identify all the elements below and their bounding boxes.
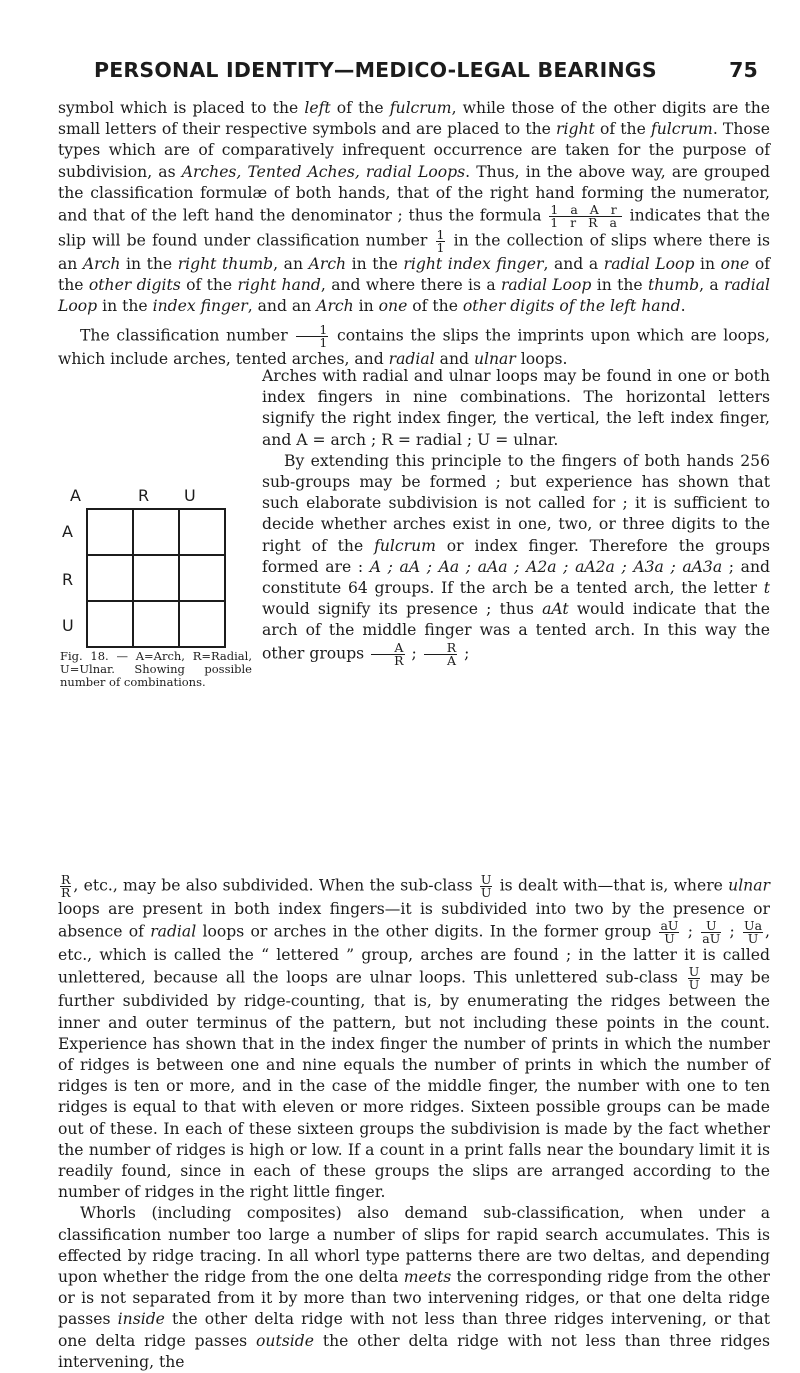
grid-cell — [133, 555, 179, 601]
wrapped-column — [262, 366, 770, 667]
grid-cells — [86, 508, 226, 648]
row-label-r: R — [62, 570, 74, 589]
classification-number-fraction-2: $\frac{1}{1}$ — [296, 324, 328, 349]
grid-cell — [179, 555, 225, 601]
column-label-a: A — [70, 486, 81, 505]
grid-cell — [87, 509, 133, 555]
fraction-ua-over-u: $\frac{Ua}{U}$ — [744, 918, 763, 947]
fraction-au-over-u: $\frac{aU}{U}$ — [660, 918, 679, 947]
figure-18 — [60, 486, 252, 689]
body-bottom — [58, 874, 770, 1373]
paragraph-1: symbol which is placed to the left of the fulcrum, while those of the other digits are the small letters of their respective symbols and are placed to the right of the fulcrum. Those types which are of comparatively infrequent occurrence are taken for the purpose of subdivision, as Arches, Tented Aches, radial Loops. Thus, in the above way, are grouped the classification formulæ of both hands, that of the right hand forming the numerator, and that of the left hand the denominator ; thus the formula $\frac{\text{1 a A r}}{\text{1 r R a}}$ indicates that the slip will be found under classification number $\frac{1}{1}$ in the collection of slips where there is an Arch in the right thumb, an Arch in the right index finger, and a radial Loop in one of the other digits of the right hand, and where there is a radial Loop in the thumb, a radial Loop in the index finger, and an Arch in one of the other digits of the left hand. — [58, 99, 771, 316]
fraction-r-over-r: $\frac{R}{R}$ — [61, 872, 71, 900]
combination-grid — [60, 486, 252, 650]
paragraph-extending: By extending this principle to the fingers of both hands 256 sub-groups may be formed ; but experience has shown that such elaborate subdivision is not called for ; it is sufficient to decide whether arches exist in one, two, or three digits to the right of the fulcrum or index finger. Therefore the groups formed are : A ; aA ; Aa ; aAa ; A2a ; aA2a ; A3a ; aA3a ; and constitute 64 groups. If the arch be a tented arch, the letter t would signify its presence ; thus aAt would indicate that the arch of the middle finger was a tented arch. In this way the other groups $\frac{A}{R}$ ; $\frac{R}{A}$ ; — [262, 451, 770, 668]
fraction-a-over-r: $\frac{A}{R}$ — [371, 642, 404, 667]
column-label-u: U — [184, 486, 196, 505]
row-label-a: A — [62, 522, 73, 541]
grid-cell — [179, 601, 225, 647]
header-title: PERSONAL IDENTITY—MEDICO-LEGAL BEARINGS — [94, 58, 657, 82]
paragraph-arches: Arches with radial and ulnar loops may be found in one or both index fingers in nine combinations. The horizontal letters signify the right index finger, the vertical, the left index finger, and A = arch ; R = radial ; U = ulnar. — [262, 367, 770, 449]
paragraph-whorls: Whorls (including composites) also demand sub-classification, when under a classification number too large a number of slips for rapid search accumulates. This is effected by ridge tracing. In all whorl type patterns there are two deltas, and depending upon whether the ridge from the one delta meets the corresponding ridge from the other or is not separated from it by more than two intervening ridges, or that one delta ridge passes inside the other delta ridge with not less than three ridges intervening, or that one delta ridge passes outside the other delta ridge with not less than three ridges intervening, the — [58, 1204, 770, 1371]
grid-cell — [133, 601, 179, 647]
formula-fraction: $\frac{\text{1 a A r}}{\text{1 r R a}}$ — [550, 202, 621, 231]
fraction-u-over-u: $\frac{U}{U}$ — [480, 872, 492, 900]
grid-cell — [133, 509, 179, 555]
paragraph-subclass: $\frac{R}{R}$ , etc., may be also subdivided. When the sub-class $\frac{U}{U}$ is dealt with—that is, where ulnar loops are present in both index fingers—it is subdivided into two by the presence or absence of radial loops or arches in the other digits. In the former group $\frac{aU}{U}$ ; $\frac{U}{aU}$ ; $\frac{Ua}{U}$ , etc., which is called the “ lettered ” group, arches are found ; in the latter it is called unlettered, because all the loops are ulnar loops. This unlettered sub-class $\frac{U}{U}$ may be further subdivided by ridge-counting, that is, by enumerating the ridges between the inner and outer terminus of the pattern, but not including these points in the count. Experience has shown that in the index finger the number of prints in which the number of ridges is between one and nine equals the number of prints in which the number of ridges is ten or more, and in the case of the middle finger, the number with one to ten ridges is equal to that with eleven or more ridges. Sixteen possible groups can be made out of these. In each of these sixteen groups the subdivision is made by the fact whether the number of ridges is high or low. If a count in a print falls near the boundary limit it is readily found, since in each of these groups the slips are arranged according to the number of ridges in the right little finger. — [58, 872, 771, 1202]
page-number: 75 — [729, 58, 758, 82]
fraction-u-over-au: $\frac{U}{aU}$ — [702, 918, 721, 947]
fraction-unlettered-u-over-u: $\frac{U}{U}$ — [688, 964, 700, 993]
fraction-r-over-a: $\frac{R}{A}$ — [424, 642, 457, 667]
paragraph-2: The classification number $\frac{1}{1}$ contains the slips the imprints upon which are loops, which include arches, tented arches, and radial and ulnar loops. — [58, 321, 770, 368]
running-header — [94, 58, 758, 82]
classification-number-fraction: $\frac{1}{1}$ — [436, 227, 445, 256]
column-label-r: R — [138, 486, 150, 505]
grid-cell — [87, 555, 133, 601]
grid-cell — [179, 509, 225, 555]
body-top — [58, 98, 770, 370]
row-label-u: U — [62, 616, 74, 635]
figure-caption: Fig. 18. — A=Arch, R=Radial, U=Ulnar. Showing possible number of combinations. — [60, 649, 252, 689]
grid-cell — [87, 601, 133, 647]
